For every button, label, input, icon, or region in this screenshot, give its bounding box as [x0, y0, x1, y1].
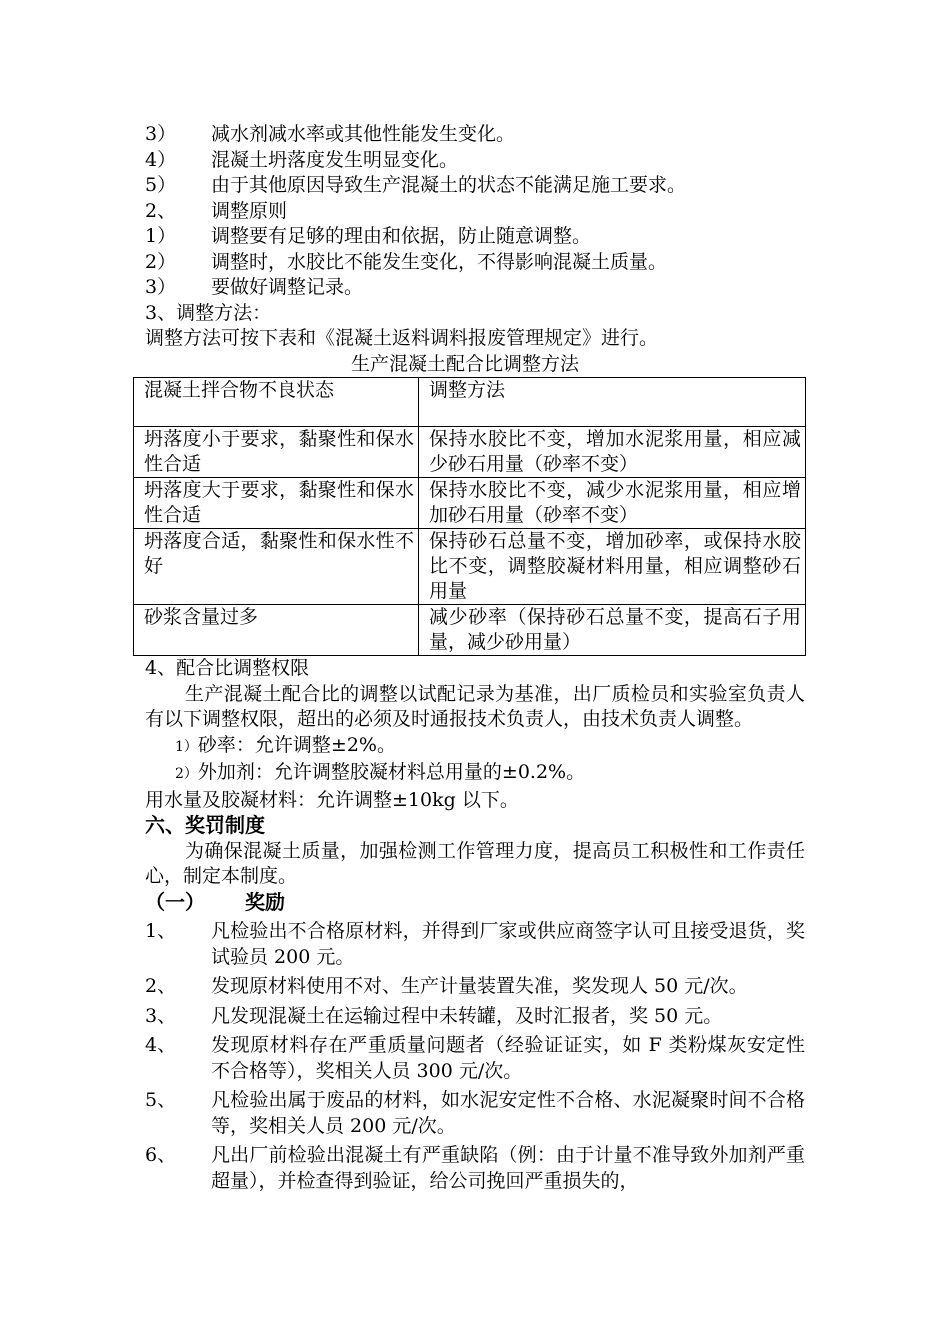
item-text: 混凝土坍落度发生明显变化。 [211, 148, 459, 171]
section-paragraph: 为确保混凝土质量，加强检测工作管理力度，提高员工积极性和工作责任心，制定本制度。 [145, 839, 805, 887]
adjustment-table [133, 377, 806, 656]
subsection-heading-rewards [145, 890, 805, 916]
section-title: 调整原则 [211, 199, 288, 222]
section-paragraph: 生产混凝土配合比的调整以试配记录为基准，出厂质检员和实验室负责人有以下调整权限，超出的必须及时通报技术负责人，由技术负责人调整。 [145, 682, 805, 730]
item-text: 调整时，水胶比不能发生变化，不得影响混凝土质量。 [211, 250, 668, 273]
item-text: 发现原材料存在严重质量问题者（经验证证实，如 F 类粉煤灰安定性不合格等），奖相关人员 300 元/次。 [211, 1034, 805, 1082]
table-row [134, 478, 806, 529]
section-heading-adjust-authority: 4、配合比调整权限 [145, 657, 310, 679]
table-row [134, 529, 806, 605]
section-intro: 调整方法可按下表和《混凝土返料调料报废管理规定》进行。 [145, 327, 659, 349]
table-cell-method: 减少砂率（保持砂石总量不变，提高石子用量，减少砂用量） [419, 605, 806, 656]
item-text: 凡发现混凝土在运输过程中未转罐，及时汇报者，奖 50 元。 [211, 1004, 723, 1027]
list-item [145, 919, 805, 970]
item-number: 1） [145, 225, 177, 247]
item-number: 1、 [145, 920, 177, 942]
list-item [145, 733, 805, 761]
list-item [145, 1088, 805, 1139]
item-number: 6、 [145, 1144, 177, 1166]
list-item [145, 173, 805, 199]
item-text: 减水剂减水率或其他性能发生变化。 [211, 123, 516, 145]
table-cell-method: 保持砂石总量不变，增加砂率，或保持水胶比不变，调整胶凝材料用量，相应调整砂石用量 [419, 529, 806, 605]
item-number: 4、 [145, 1034, 177, 1056]
section-paragraph: 用水量及胶凝材料：允许调整±10kg 以下。 [145, 788, 519, 811]
item-number: 5） [145, 174, 177, 196]
subsection-title: 奖励 [245, 889, 285, 914]
table-row [134, 605, 806, 656]
item-number: 3） [145, 123, 177, 145]
table-caption: 生产混凝土配合比调整方法 [350, 352, 579, 375]
item-number: 5、 [145, 1089, 177, 1111]
table-cell-condition: 砂浆含量过多 [134, 605, 419, 656]
item-text: 发现原材料使用不对、生产计量装置失准，奖发现人 50 元/次。 [211, 975, 748, 997]
list-item [145, 250, 805, 276]
list-item [145, 224, 805, 250]
item-text: 由于其他原因导致生产混凝土的状态不能满足施工要求。 [211, 174, 687, 196]
table-header-cell: 调整方法 [419, 378, 806, 427]
table-cell-method: 保持水胶比不变，减少水泥浆用量，相应增加砂石用量（砂率不变） [419, 478, 806, 529]
table-row [134, 427, 806, 478]
table-cell-condition: 坍落度大于要求，黏聚性和保水性合适 [134, 478, 419, 529]
list-item [145, 1004, 805, 1030]
item-number: 3） [145, 276, 177, 298]
section-heading-adjust-principles [145, 199, 805, 225]
list-item [145, 1143, 805, 1194]
item-text: 凡检验出属于废品的材料，如水泥安定性不合格、水泥凝聚时间不合格等，奖相关人员 200 元/次。 [211, 1089, 805, 1137]
list-item [145, 122, 805, 148]
item-text: 凡检验出不合格原材料，并得到厂家或供应商签字认可且接受退货，奖试验员 200 元。 [211, 920, 805, 968]
item-text: 外加剂：允许调整胶凝材料总用量的±0.2%。 [197, 761, 586, 783]
table-cell-condition: 坍落度合适，黏聚性和保水性不好 [134, 529, 419, 605]
item-text: 要做好调整记录。 [211, 276, 364, 298]
item-number: 3、 [145, 1004, 177, 1027]
list-item [145, 1033, 805, 1084]
item-text: 凡出厂前检验出混凝土有严重缺陷（例：由于计量不准导致外加剂严重超量），并检查得到验证，给公司挽回严重损失的， [211, 1144, 805, 1192]
item-number: 2） [145, 250, 177, 273]
list-item [145, 974, 805, 1000]
table-cell-condition: 坍落度小于要求，黏聚性和保水性合适 [134, 427, 419, 478]
item-text: 调整要有足够的理由和依据，防止随意调整。 [211, 225, 592, 247]
list-item [145, 148, 805, 174]
item-number: 2） [175, 766, 198, 782]
list-item [145, 760, 805, 788]
section-heading-adjust-method: 3、调整方法： [145, 301, 272, 324]
section-heading-rewards-penalties: 六、奖罚制度 [145, 813, 265, 837]
table-header-row [134, 378, 806, 427]
list-item [145, 275, 805, 301]
document-body [145, 122, 805, 1194]
section-number: 2、 [145, 199, 177, 222]
table-cell-method: 保持水胶比不变，增加水泥浆用量，相应减少砂石用量（砂率不变） [419, 427, 806, 478]
item-number: 2、 [145, 975, 177, 997]
table-header-cell: 混凝土拌合物不良状态 [134, 378, 419, 427]
item-text: 砂率：允许调整±2%。 [197, 733, 396, 756]
item-number: 4） [145, 148, 177, 171]
subsection-number: （一） [145, 889, 205, 914]
item-number: 1） [175, 738, 198, 755]
